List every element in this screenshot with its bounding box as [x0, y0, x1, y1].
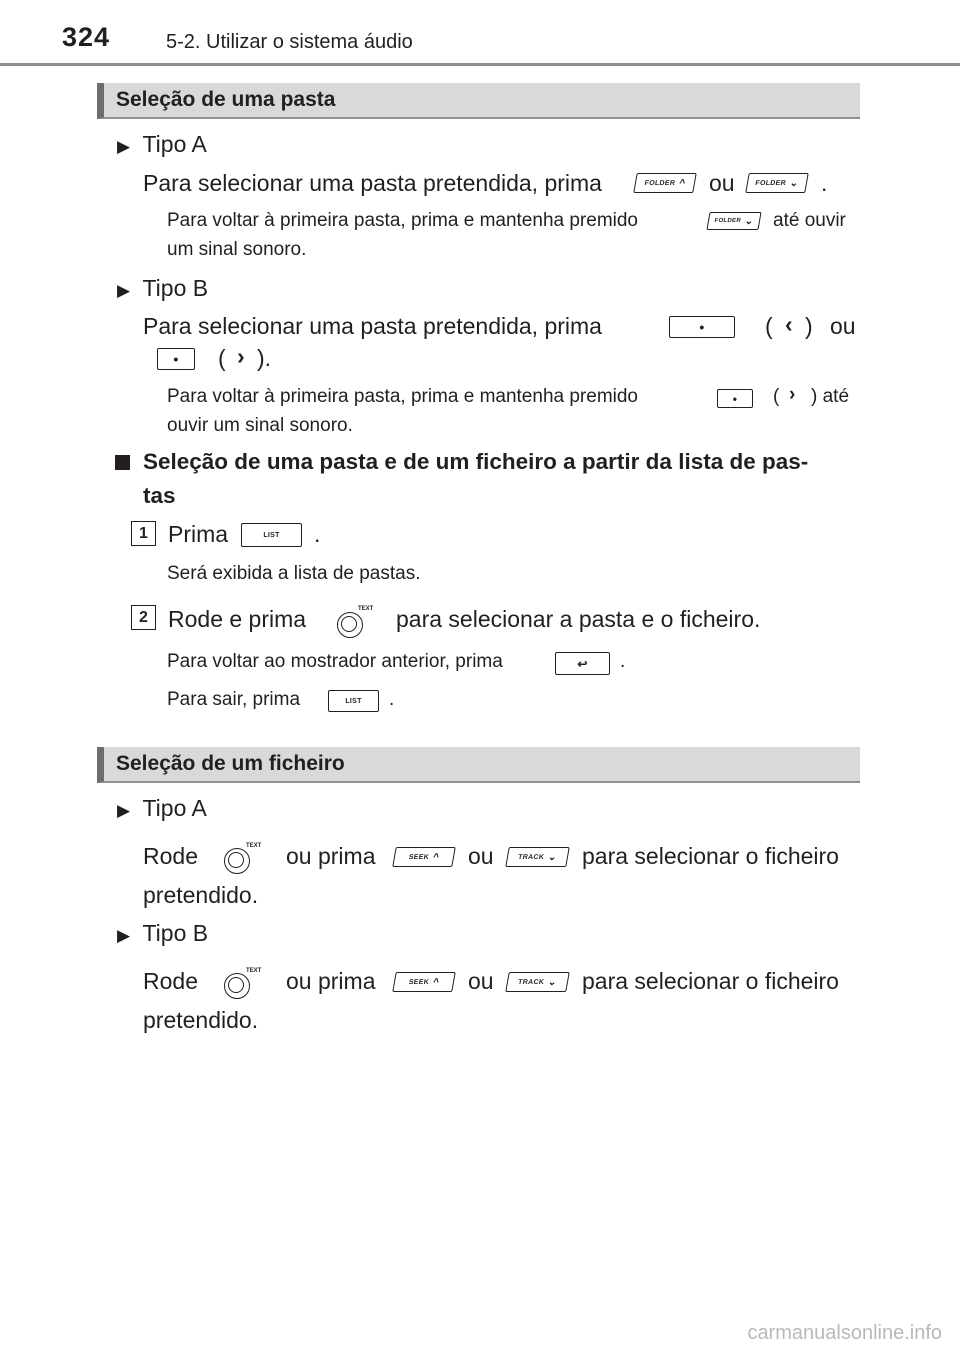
- subheading: Seleção de uma pasta e de um ficheiro a partir da lista de pas-: [143, 449, 809, 474]
- section-heading-text: Seleção de um ficheiro: [116, 752, 345, 775]
- seek-up-button-icon: SEEK ^: [392, 972, 456, 992]
- type-b-instruction: Para selecionar uma pasta pretendida, prima: [143, 313, 602, 339]
- type-b-note-suffix: ) até: [811, 386, 850, 407]
- paren-close: ): [805, 313, 813, 339]
- folder-down-button-icon: FOLDER ⌄: [745, 173, 809, 193]
- instruction-line2: pretendido.: [143, 882, 259, 908]
- or-text: ou: [468, 968, 494, 994]
- step-note: Será exibida a lista de pastas.: [167, 563, 421, 584]
- instruction-text: Rode: [143, 968, 198, 994]
- chevron-right-icon: ›: [789, 384, 796, 405]
- subheading-line2: tas: [143, 483, 176, 508]
- type-a-note-line2: um sinal sonoro.: [167, 239, 307, 260]
- chevron-left-icon: ‹: [785, 311, 793, 337]
- tune-knob-icon: [224, 973, 250, 999]
- or-text: ou: [830, 313, 856, 339]
- tune-knob-icon: [224, 848, 250, 874]
- type-a-instruction: Para selecionar uma pasta pretendida, prima: [143, 170, 602, 196]
- type-b-note-line2: ouvir um sinal sonoro.: [167, 415, 353, 436]
- folder-up-button-icon: FOLDER ^: [633, 173, 697, 193]
- chapter-title: 5-2. Utilizar o sistema áudio: [166, 31, 413, 53]
- instruction-suffix: para selecionar o ficheiro: [582, 843, 839, 869]
- type-label: Tipo A: [142, 131, 207, 157]
- triangle-bullet-icon: ▶: [117, 801, 131, 820]
- knob-label: TEXT: [246, 968, 262, 974]
- type-b-item: [117, 275, 208, 302]
- section-heading-text: Seleção de uma pasta: [116, 88, 336, 111]
- step-text-suffix: para selecionar a pasta e o ficheiro.: [396, 606, 761, 632]
- period: .: [314, 521, 321, 547]
- type-a-item: [117, 131, 207, 158]
- triangle-bullet-icon: ▶: [117, 281, 131, 300]
- instruction-text: Rode: [143, 843, 198, 869]
- list-button-icon: LIST: [241, 523, 302, 547]
- header-divider: [0, 63, 960, 66]
- step-text: Rode e prima: [168, 606, 307, 632]
- paren-close-period: ).: [257, 345, 272, 371]
- instruction-text: ou prima: [286, 843, 376, 869]
- type-a-note: Para voltar à primeira pasta, prima e mantenha premido: [167, 210, 639, 231]
- paren-open: (: [773, 386, 780, 407]
- or-text: ou: [468, 843, 494, 869]
- instruction-text: ou prima: [286, 968, 376, 994]
- list-button-icon: LIST: [328, 690, 379, 712]
- step-number: 1: [131, 521, 156, 546]
- section-heading-file: [97, 747, 860, 783]
- type-a-item: [117, 795, 207, 822]
- type-label: Tipo A: [142, 795, 207, 821]
- tune-knob-icon: [337, 612, 363, 638]
- instruction-suffix: para selecionar o ficheiro: [582, 968, 839, 994]
- period: .: [821, 170, 828, 196]
- step-note: Para voltar ao mostrador anterior, prima: [167, 651, 503, 672]
- preset-button-icon: •: [157, 348, 195, 370]
- preset-button-icon: •: [669, 316, 735, 338]
- step-note: Para sair, prima: [167, 689, 301, 710]
- paren-open: (: [218, 345, 226, 371]
- type-b-note: Para voltar à primeira pasta, prima e mantenha premido: [167, 386, 639, 407]
- chevron-right-icon: ›: [237, 343, 245, 369]
- triangle-bullet-icon: ▶: [117, 137, 131, 156]
- seek-up-button-icon: SEEK ^: [392, 847, 456, 867]
- type-b-item: [117, 920, 208, 947]
- or-text: ou: [709, 170, 735, 196]
- watermark: carmanualsonline.info: [747, 1322, 942, 1344]
- type-label: Tipo B: [142, 920, 209, 946]
- track-down-button-icon: TRACK ⌄: [505, 972, 570, 992]
- preset-button-icon: •: [717, 389, 753, 408]
- step-text: Prima: [168, 521, 229, 547]
- paren-open: (: [765, 313, 773, 339]
- section-heading-folder: [97, 83, 860, 119]
- page-number: 324: [62, 22, 111, 52]
- type-label: Tipo B: [142, 275, 209, 301]
- track-down-button-icon: TRACK ⌄: [505, 847, 570, 867]
- type-a-note-suffix: até ouvir: [773, 210, 846, 231]
- knob-label: TEXT: [246, 843, 262, 849]
- instruction-line2: pretendido.: [143, 1007, 259, 1033]
- period: .: [389, 689, 395, 710]
- folder-down-button-icon: FOLDER ⌄: [706, 212, 761, 230]
- square-bullet-icon: [115, 455, 130, 470]
- back-button-icon: ↩: [555, 652, 610, 675]
- knob-label: TEXT: [358, 606, 374, 612]
- step-number: 2: [131, 605, 156, 630]
- period: .: [620, 651, 626, 672]
- triangle-bullet-icon: ▶: [117, 926, 131, 945]
